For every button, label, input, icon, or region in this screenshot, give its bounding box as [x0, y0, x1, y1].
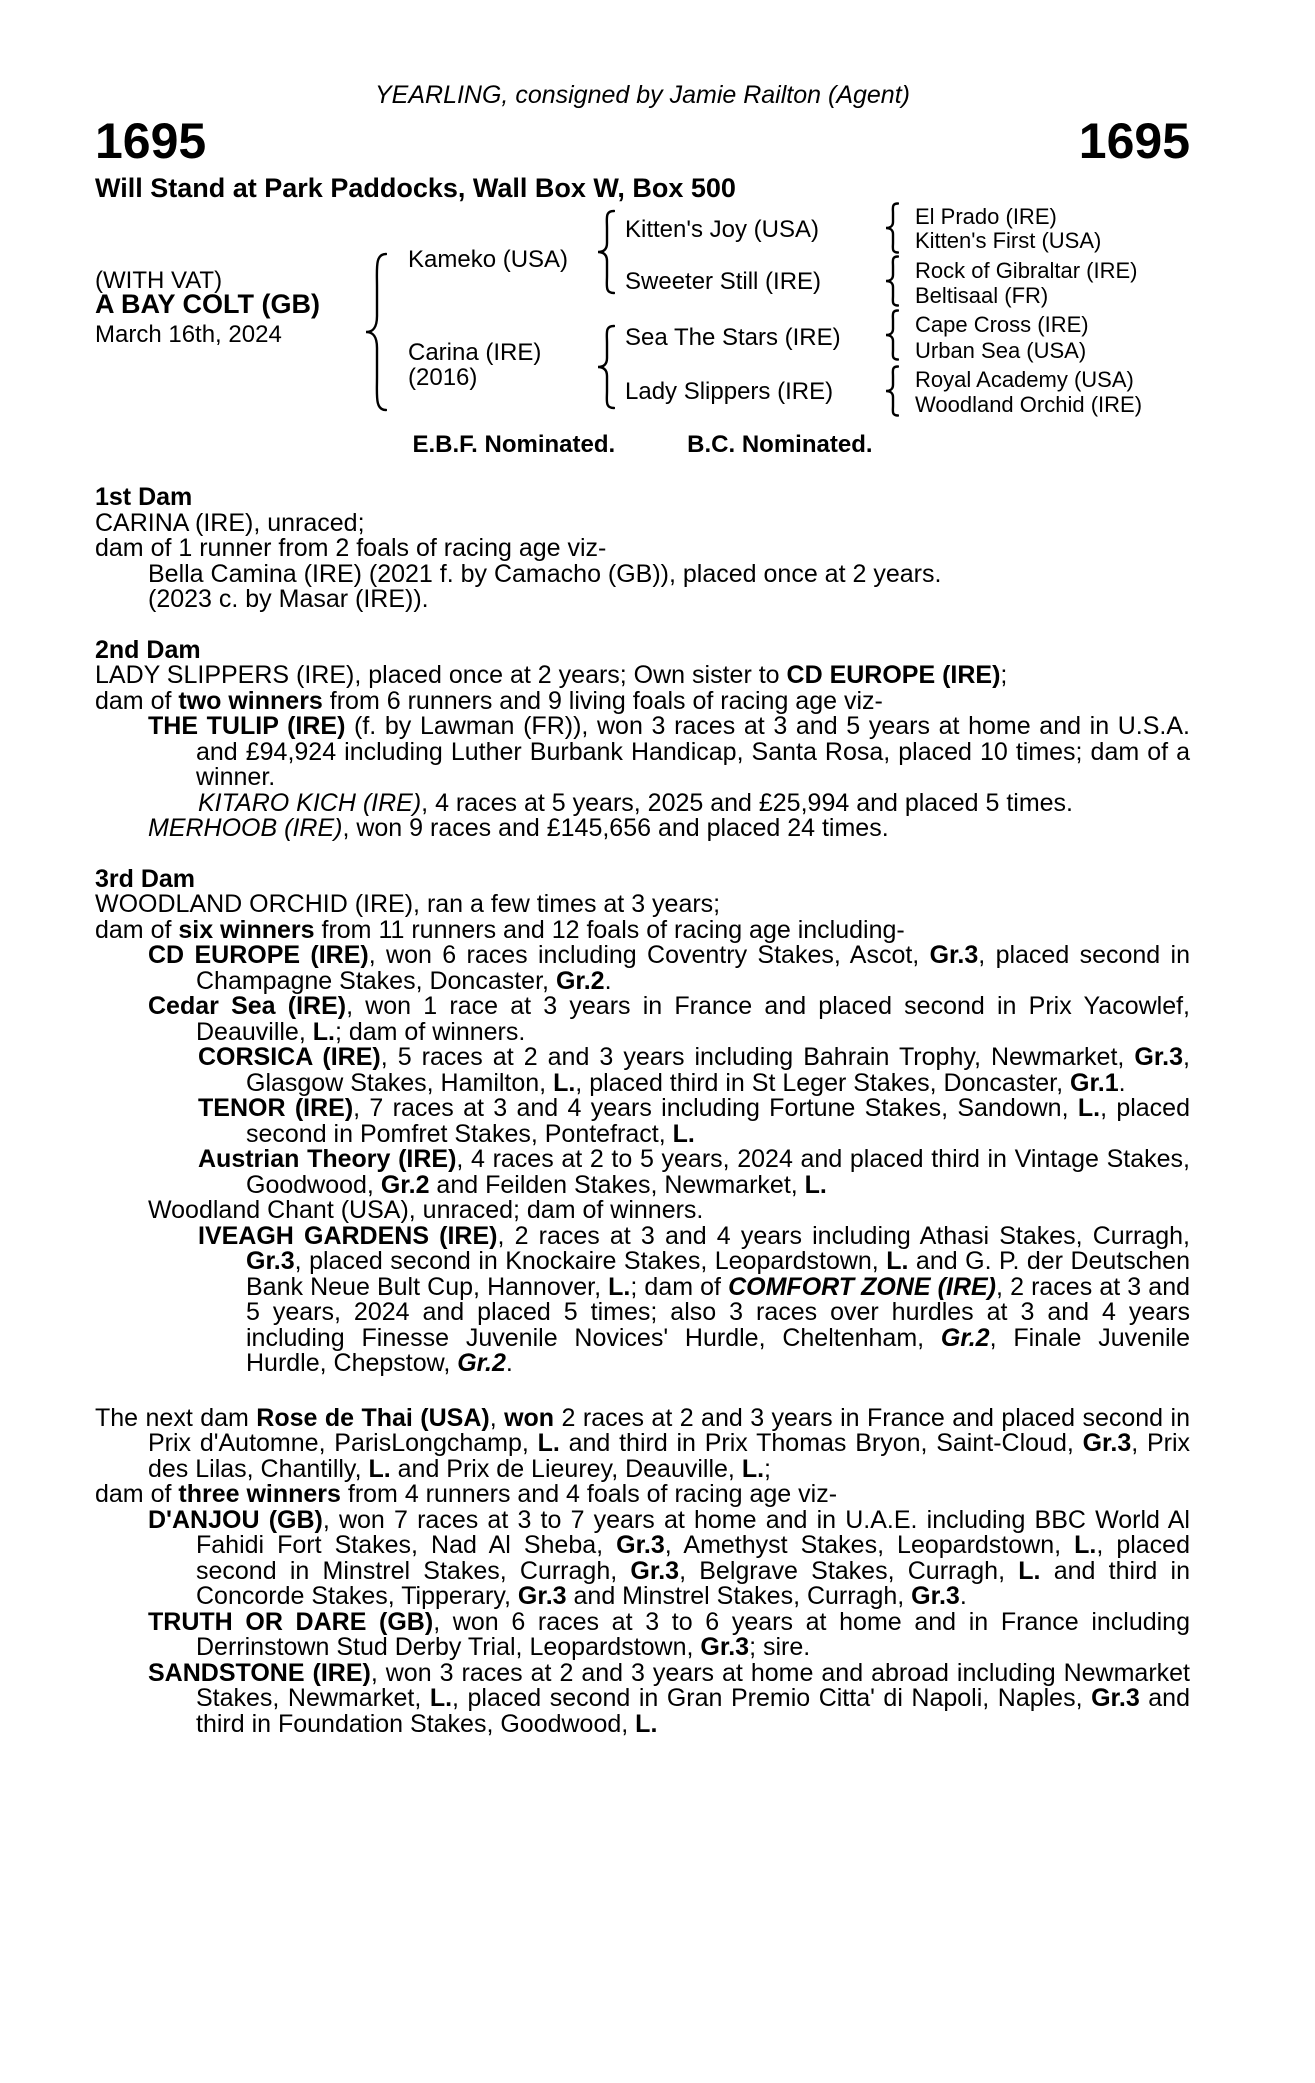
sire-name: Kameko (USA): [408, 246, 569, 273]
text-run: , 4 races at 2 to 5 years, 2024 and placed third in Vintage Stakes, Goodwood,: [246, 1145, 1190, 1199]
text-run: from 6 runners and 9 living foals of racing age viz-: [322, 686, 883, 715]
text-run: .: [505, 1349, 513, 1377]
catalogue-paragraph: [95, 1658, 1190, 1738]
catalogue-paragraph: [95, 536, 1190, 562]
text-run: Gr.2: [555, 966, 605, 995]
text-run: , 2 races at 3 and 4 years including Athasi Stakes, Curragh,: [497, 1221, 1190, 1250]
text-run: ;: [764, 1454, 771, 1483]
text-run: , Glasgow Stakes, Hamilton,: [246, 1043, 1190, 1097]
text-run: IVEAGH GARDENS (IRE): [198, 1221, 498, 1250]
text-run: (f. by Lawman (FR)), won 3 races at 3 and 5 years at home and in U.S.A. and £94,924 including Luther Burbank Handicap, Santa Rosa, placed 10 times; dam of a winner.: [196, 712, 1190, 791]
text-run: and G. P. der Deutschen Bank Neue Bult Cup, Hannover,: [246, 1247, 1190, 1301]
text-run: and Prix de Lieurey, Deauville,: [390, 1454, 742, 1483]
text-run: Austrian Theory (IRE): [198, 1145, 457, 1173]
catalogue-paragraph: [95, 915, 1190, 944]
dam-section: [95, 635, 1190, 842]
text-run: CD EUROPE (IRE): [148, 941, 369, 969]
stand-location-line: Will Stand at Park Paddocks, Wall Box W, Box 500: [95, 173, 736, 203]
text-run: L.: [537, 1429, 560, 1457]
pedigree-brace-main: [365, 252, 387, 412]
text-run: L.: [886, 1247, 909, 1275]
text-run: Rose de Thai (USA): [256, 1403, 490, 1432]
text-run: and Minstrel Stakes, Curragh,: [566, 1582, 912, 1610]
text-run: L.: [1018, 1556, 1041, 1585]
text-run: , won 7 races at 3 to 7 years at home and in U.A.E. including BBC World Al Fahidi Fort Stakes, Nad Al Sheba,: [196, 1505, 1190, 1559]
nomination-line: [95, 432, 1190, 457]
text-run: L.: [368, 1454, 391, 1483]
text-run: ; dam of: [630, 1272, 729, 1301]
dam-dam-name: Lady Slippers (IRE): [625, 378, 834, 405]
pedigree-brace-gg2: [885, 255, 899, 307]
text-run: COMFORT ZONE (IRE): [728, 1272, 997, 1301]
catalogue-paragraph: [95, 559, 1190, 588]
text-run: The next dam: [95, 1403, 257, 1432]
text-run: , 5 races at 2 and 3 years including Bahrain Trophy, Newmarket,: [380, 1043, 1135, 1071]
text-run: won: [504, 1403, 555, 1432]
catalogue-paragraph: [95, 1482, 1190, 1508]
catalogue-paragraph: [95, 1403, 1191, 1483]
text-run: Gr.3: [1134, 1043, 1184, 1071]
catalogue-page: [0, 83, 1315, 2083]
catalogue-paragraph: [95, 1096, 1190, 1147]
text-run: Gr.1: [1070, 1068, 1119, 1097]
text-run: , placed second in Gran Premio Citta' di Napoli, Naples,: [452, 1684, 1092, 1712]
great-granddam-3: Urban Sea (USA): [915, 338, 1087, 363]
text-run: L.: [608, 1272, 631, 1301]
catalogue-paragraph: [95, 587, 1190, 613]
bc-nominated-label: B.C. Nominated.: [687, 431, 873, 458]
consignor-line: YEARLING, consigned by Jamie Railton (Agent): [375, 81, 910, 109]
text-run: , placed second in Knockaire Stakes, Leopardstown,: [294, 1247, 887, 1275]
text-run: Gr.3: [1091, 1684, 1140, 1712]
text-run: , Belgrave Stakes, Curragh,: [679, 1556, 1019, 1585]
catalogue-paragraph: [95, 1221, 1190, 1377]
text-run: Gr.3: [616, 1531, 665, 1559]
dam-section-heading: 1st Dam: [95, 483, 193, 511]
text-run: WOODLAND ORCHID (IRE), ran a few times at 3 years;: [95, 890, 721, 918]
catalogue-paragraph: [95, 788, 1190, 817]
text-run: , 7 races at 3 and 4 years including Fortune Stakes, Sandown,: [353, 1094, 1078, 1122]
catalogue-sections: [95, 485, 1190, 1737]
dam-section: [95, 485, 1190, 613]
lot-number-left: 1695: [95, 113, 207, 169]
great-grandsire-4: Royal Academy (USA): [915, 367, 1134, 392]
text-run: , won 9 races and £145,656 and placed 24 times.: [342, 814, 889, 842]
sire-dam-name: Sweeter Still (IRE): [625, 268, 822, 295]
text-run: L.: [1074, 1531, 1097, 1559]
text-run: CORSICA (IRE): [198, 1043, 381, 1071]
text-run: dam of: [95, 1480, 179, 1508]
text-run: , 4 races at 5 years, 2025 and £25,994 and placed 5 times.: [421, 788, 1073, 817]
great-grandsire-3: Cape Cross (IRE): [915, 312, 1089, 337]
great-granddam-1: Kitten's First (USA): [915, 228, 1102, 253]
pedigree-brace-gg4: [885, 365, 899, 417]
text-run: KITARO KICH (IRE): [198, 788, 422, 817]
catalogue-paragraph: [95, 663, 1190, 689]
text-run: Gr.2: [457, 1349, 506, 1377]
text-run: SANDSTONE (IRE): [148, 1658, 371, 1687]
text-run: ;: [1000, 661, 1008, 689]
text-run: and third in Concorde Stakes, Tipperary,: [196, 1556, 1190, 1610]
catalogue-paragraph: [95, 994, 1190, 1045]
text-run: Bella Camina (IRE) (2021 f. by Camacho (GB)), placed once at 2 years.: [148, 559, 942, 588]
text-run: two winners: [178, 686, 323, 715]
text-run: 2 races at 2 and 3 years in France and placed second in Prix d'Automne, ParisLongchamp,: [148, 1403, 1190, 1457]
dam-section: [95, 1403, 1191, 1738]
text-run: Gr.3: [517, 1582, 567, 1610]
great-grandsire-2: Rock of Gibraltar (IRE): [915, 258, 1138, 283]
text-run: , placed second in Champagne Stakes, Doncaster,: [196, 941, 1191, 995]
text-run: L.: [635, 1709, 658, 1738]
catalogue-paragraph: [95, 892, 1190, 918]
text-run: three winners: [178, 1480, 341, 1508]
lot-number-right: 1695: [1078, 113, 1190, 169]
text-run: , won 6 races at 3 to 6 years at home and in France including Derrinstown Stud Derby Trial, Leopardstown,: [196, 1607, 1190, 1661]
great-granddam-2: Beltisaal (FR): [915, 283, 1049, 308]
vat-note: (WITH VAT): [95, 267, 223, 294]
horse-title: A BAY COLT (GB): [95, 289, 321, 319]
text-run: Gr.3: [911, 1582, 960, 1610]
text-run: Gr.2: [380, 1170, 430, 1199]
catalogue-paragraph: [95, 714, 1190, 791]
text-run: TENOR (IRE): [198, 1094, 354, 1122]
text-run: (2023 c. by Masar (IRE)).: [148, 585, 429, 613]
text-run: , placed third in St Leger Stakes, Doncaster,: [575, 1068, 1071, 1097]
text-run: Gr.3: [630, 1556, 680, 1585]
text-run: , won 1 race at 3 years in France and placed second in Prix Yacowlef, Deauville,: [196, 992, 1190, 1046]
text-run: .: [1118, 1068, 1126, 1097]
text-run: and Feilden Stakes, Newmarket,: [429, 1170, 805, 1199]
text-run: .: [604, 966, 612, 995]
text-run: Gr.3: [929, 941, 979, 969]
page-content: [95, 83, 1190, 1737]
text-run: L.: [312, 1017, 335, 1046]
text-run: L.: [804, 1170, 827, 1199]
text-run: Gr.3: [1082, 1429, 1132, 1457]
text-run: dam of: [95, 915, 179, 944]
catalogue-paragraph: [95, 816, 1190, 842]
dam-section-heading: 2nd Dam: [95, 635, 201, 664]
text-run: , placed second in Minstrel Stakes, Curragh,: [196, 1531, 1190, 1585]
text-run: Cedar Sea (IRE): [148, 992, 347, 1020]
dam-name: Carina (IRE): [408, 339, 542, 366]
text-run: Gr.2: [940, 1323, 990, 1352]
text-run: from 4 runners and 4 foals of racing age viz-: [340, 1480, 838, 1508]
text-run: and third in Foundation Stakes, Goodwood,: [196, 1684, 1190, 1738]
text-run: L.: [741, 1454, 765, 1483]
text-run: D'ANJOU (GB): [148, 1505, 323, 1534]
text-run: CD EUROPE (IRE): [786, 661, 1001, 689]
text-run: , 2 races at 3 and 5 years, 2024 and placed 5 times; also 3 races over hurdles at 3 and 4 years including Finesse Juvenile Novices' Hurdle, Cheltenham,: [246, 1272, 1190, 1352]
text-run: dam of: [95, 686, 179, 715]
text-run: .: [959, 1582, 967, 1610]
text-run: Woodland Chant (USA), unraced; dam of winners.: [148, 1196, 704, 1224]
pedigree-brace-gg3: [885, 309, 899, 361]
text-run: , won 6 races including Coventry Stakes, Ascot,: [368, 941, 930, 969]
dam-sire-name: Sea The Stars (IRE): [625, 324, 841, 351]
ebf-nominated-label: E.B.F. Nominated.: [412, 431, 616, 458]
lot-number-row: [95, 113, 1190, 169]
catalogue-paragraph: [95, 1045, 1190, 1096]
dam-section-heading: 3rd Dam: [95, 864, 196, 893]
catalogue-paragraph: [95, 508, 1190, 537]
text-run: , won 3 races at 2 and 3 years at home and abroad including Newmarket Stakes, Newmarket,: [196, 1658, 1190, 1712]
catalogue-paragraph: [95, 1147, 1190, 1198]
great-granddam-4: Woodland Orchid (IRE): [915, 392, 1143, 417]
dam-foaling-year: (2016): [408, 364, 478, 391]
text-run: , placed second in Pomfret Stakes, Pontefract,: [246, 1094, 1190, 1148]
great-grandsire-1: El Prado (IRE): [915, 204, 1057, 229]
text-run: dam of 1 runner from 2 foals of racing age viz-: [95, 534, 607, 562]
text-run: , Prix des Lilas, Chantilly,: [148, 1429, 1191, 1483]
pedigree-brace-sire: [597, 209, 615, 295]
text-run: , Finale Juvenile Hurdle, Chepstow,: [246, 1323, 1190, 1377]
text-run: ; dam of winners.: [334, 1017, 526, 1046]
text-run: Gr.3: [700, 1633, 750, 1661]
text-run: six winners: [178, 915, 315, 944]
text-run: L.: [429, 1684, 453, 1712]
catalogue-paragraph: [95, 1198, 1190, 1224]
dam-section: [95, 864, 1191, 1377]
text-run: ; sire.: [749, 1633, 811, 1661]
text-run: LADY SLIPPERS (IRE), placed once at 2 years; Own sister to: [95, 661, 787, 689]
text-run: Gr.3: [246, 1247, 295, 1275]
text-run: CARINA (IRE), unraced;: [95, 508, 365, 537]
text-run: from 11 runners and 12 foals of racing age including-: [314, 915, 905, 944]
text-run: , Amethyst Stakes, Leopardstown,: [664, 1531, 1075, 1559]
text-run: L.: [1077, 1094, 1101, 1122]
catalogue-paragraph: [95, 943, 1190, 994]
catalogue-paragraph: [95, 686, 1190, 715]
catalogue-paragraph: [95, 1505, 1190, 1610]
text-run: L.: [553, 1068, 576, 1097]
text-run: THE TULIP (IRE): [148, 712, 346, 740]
text-run: L.: [672, 1119, 695, 1148]
text-run: and third in Prix Thomas Bryon, Saint-Cloud,: [559, 1429, 1083, 1457]
pedigree-brace-gg1: [885, 202, 899, 254]
pedigree-table: [95, 202, 1190, 430]
catalogue-paragraph: [95, 1607, 1190, 1661]
text-run: MERHOOB (IRE): [148, 814, 343, 842]
text-run: TRUTH OR DARE (GB): [148, 1607, 434, 1636]
sire-sire-name: Kitten's Joy (USA): [625, 216, 819, 243]
text-run: ,: [489, 1403, 505, 1432]
pedigree-brace-dam: [597, 324, 615, 410]
foaling-date: March 16th, 2024: [95, 321, 282, 348]
